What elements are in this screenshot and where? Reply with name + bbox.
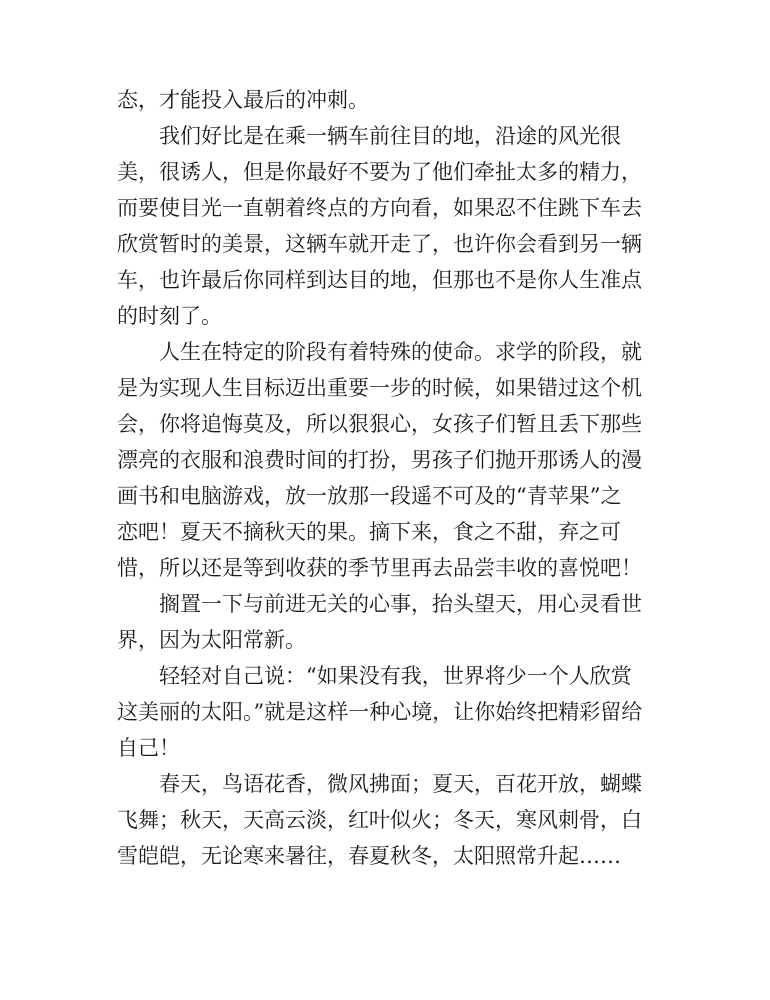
text-line: 自己！ <box>117 736 180 760</box>
text-line: 这美丽的太阳。”就是这样一种心境，让你始终把精彩留给 <box>117 700 643 724</box>
document-page <box>117 82 647 874</box>
paragraph-seasons <box>117 766 647 874</box>
paragraph-car-metaphor <box>117 118 647 334</box>
text-line: 是为实现人生目标迈出重要一步的时候，如果错过这个机 <box>117 376 642 400</box>
text-line: 欣赏暂时的美景，这辆车就开走了，也许你会看到另一辆 <box>117 232 642 256</box>
text-line: 美，很诱人，但是你最好不要为了他们牵扯太多的精力， <box>117 160 642 184</box>
text-line: 界，因为太阳常新。 <box>117 628 306 652</box>
text-line: 惜，所以还是等到收获的季节里再去品尝丰收的喜悦吧！ <box>117 556 642 580</box>
text-line: 轻轻对自己说：“如果没有我，世界将少一个人欣赏 <box>159 664 632 688</box>
text-line: 的时刻了。 <box>117 304 222 328</box>
text-line: 画书和电脑游戏，放一放那一段遥不可及的“青苹果”之 <box>117 484 622 508</box>
text-line: 态，才能投入最后的冲刺。 <box>117 88 369 112</box>
text-line: 而要使目光一直朝着终点的方向看，如果忍不住跳下车去 <box>117 196 642 220</box>
text-line: 春天，鸟语花香，微风拂面；夏天，百花开放，蝴蝶 <box>159 772 642 796</box>
text-line: 雪皑皑，无论寒来暑往，春夏秋冬，太阳照常升起…… <box>117 844 621 868</box>
paragraph-life-mission <box>117 334 647 586</box>
text-line: 人生在特定的阶段有着特殊的使命。求学的阶段，就 <box>159 340 642 364</box>
text-line: 我们好比是在乘一辆车前往目的地，沿途的风光很 <box>159 124 621 148</box>
text-line: 漂亮的衣服和浪费时间的打扮，男孩子们抛开那诱人的漫 <box>117 448 642 472</box>
paragraph-continuation <box>117 82 647 118</box>
text-line: 恋吧！夏天不摘秋天的果。摘下来，食之不甜，弃之可 <box>117 520 621 544</box>
text-line: 飞舞；秋天，天高云淡，红叶似火；冬天，寒风刺骨，白 <box>117 808 642 832</box>
paragraph-look-at-sky <box>117 586 647 658</box>
paragraph-self-talk <box>117 658 647 766</box>
text-line: 搁置一下与前进无关的心事，抬头望天，用心灵看世 <box>159 592 642 616</box>
text-line: 会，你将追悔莫及，所以狠狠心，女孩子们暂且丢下那些 <box>117 412 642 436</box>
text-line: 车，也许最后你同样到达目的地，但那也不是你人生准点 <box>117 268 642 292</box>
